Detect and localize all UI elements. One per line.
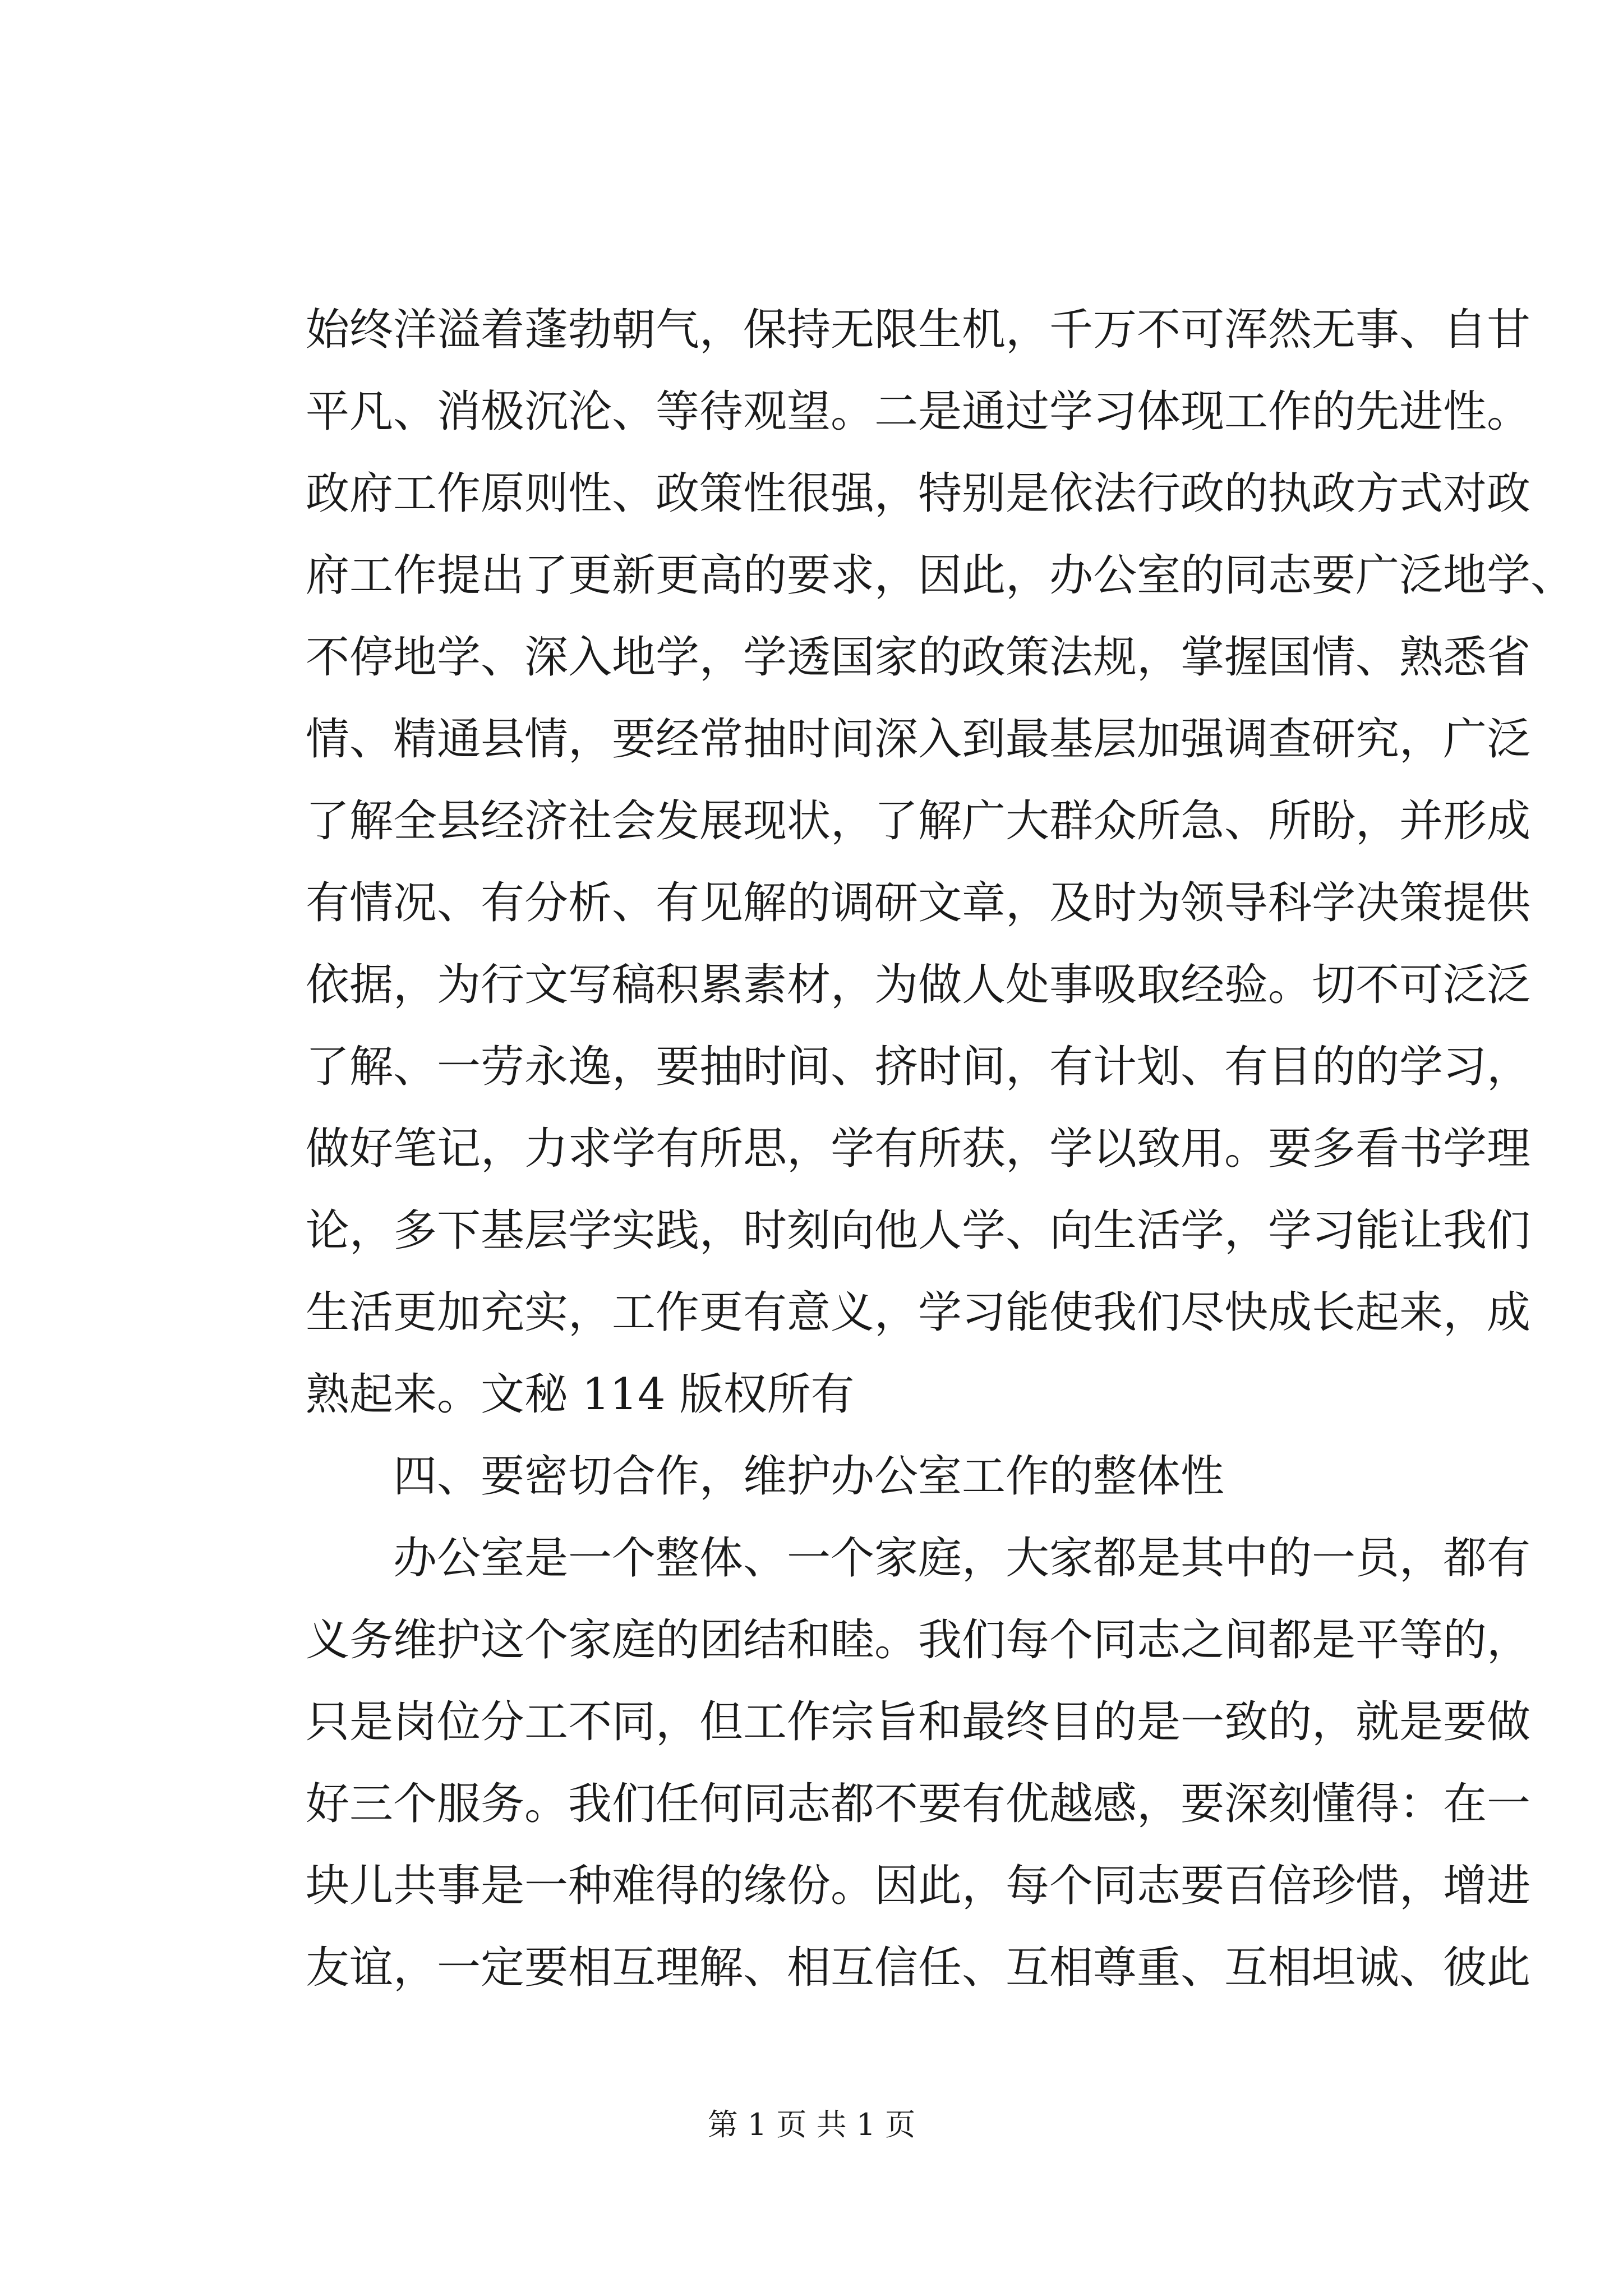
text-line: 熟起来。文秘 114 版权所有 <box>306 1369 855 1420</box>
text-line: 做好笔记，力求学有所思，学有所获，学以致用。要多看书学理 <box>306 1124 1531 1174</box>
text-line: 块儿共事是一种难得的缘份。因此，每个同志要百倍珍惜，增进 <box>306 1861 1531 1911</box>
body-text <box>306 289 1575 2009</box>
text-line: 不停地学、深入地学，学透国家的政策法规，掌握国情、熟悉省 <box>306 632 1531 683</box>
page-number: 第 1 页 共 1 页 <box>707 2107 916 2142</box>
text-line: 好三个服务。我们任何同志都不要有优越感，要深刻懂得：在一 <box>306 1779 1531 1829</box>
text-line: 平凡、消极沉沦、等待观望。二是通过学习体现工作的先进性。 <box>306 386 1531 437</box>
text-line: 只是岗位分工不同，但工作宗旨和最终目的是一致的，就是要做 <box>306 1697 1531 1747</box>
text-line: 政府工作原则性、政策性很强，特别是依法行政的执政方式对政 <box>306 468 1531 519</box>
text-line: 论，多下基层学实践，时刻向他人学、向生活学，学习能让我们 <box>306 1205 1531 1256</box>
text-line: 有情况、有分析、有见解的调研文章，及时为领导科学决策提供 <box>306 878 1531 928</box>
text-line: 生活更加充实，工作更有意义，学习能使我们尽快成长起来，成 <box>306 1287 1531 1338</box>
text-line: 义务维护这个家庭的团结和睦。我们每个同志之间都是平等的， <box>306 1615 1531 1665</box>
text-line: 了解全县经济社会发展现状，了解广大群众所急、所盼，并形成 <box>306 796 1531 846</box>
section-heading: 四、要密切合作，维护办公室工作的整体性 <box>393 1451 1225 1502</box>
text-line: 情、精通县情，要经常抽时间深入到最基层加强调查研究，广泛 <box>306 714 1531 765</box>
text-line: 府工作提出了更新更高的要求，因此，办公室的同志要广泛地学、 <box>306 550 1575 601</box>
text-line: 办公室是一个整体、一个家庭，大家都是其中的一员，都有 <box>393 1533 1531 1584</box>
text-line: 始终洋溢着蓬勃朝气，保持无限生机，千万不可浑然无事、自甘 <box>306 305 1531 355</box>
text-line: 了解、一劳永逸，要抽时间、挤时间，有计划、有目的的学习， <box>306 1042 1531 1092</box>
text-line: 依据，为行文写稿积累素材，为做人处事吸取经验。切不可泛泛 <box>306 960 1531 1010</box>
page-footer <box>0 2101 1623 2144</box>
text-line: 友谊，一定要相互理解、相互信任、互相尊重、互相坦诚、彼此 <box>306 1943 1531 1993</box>
